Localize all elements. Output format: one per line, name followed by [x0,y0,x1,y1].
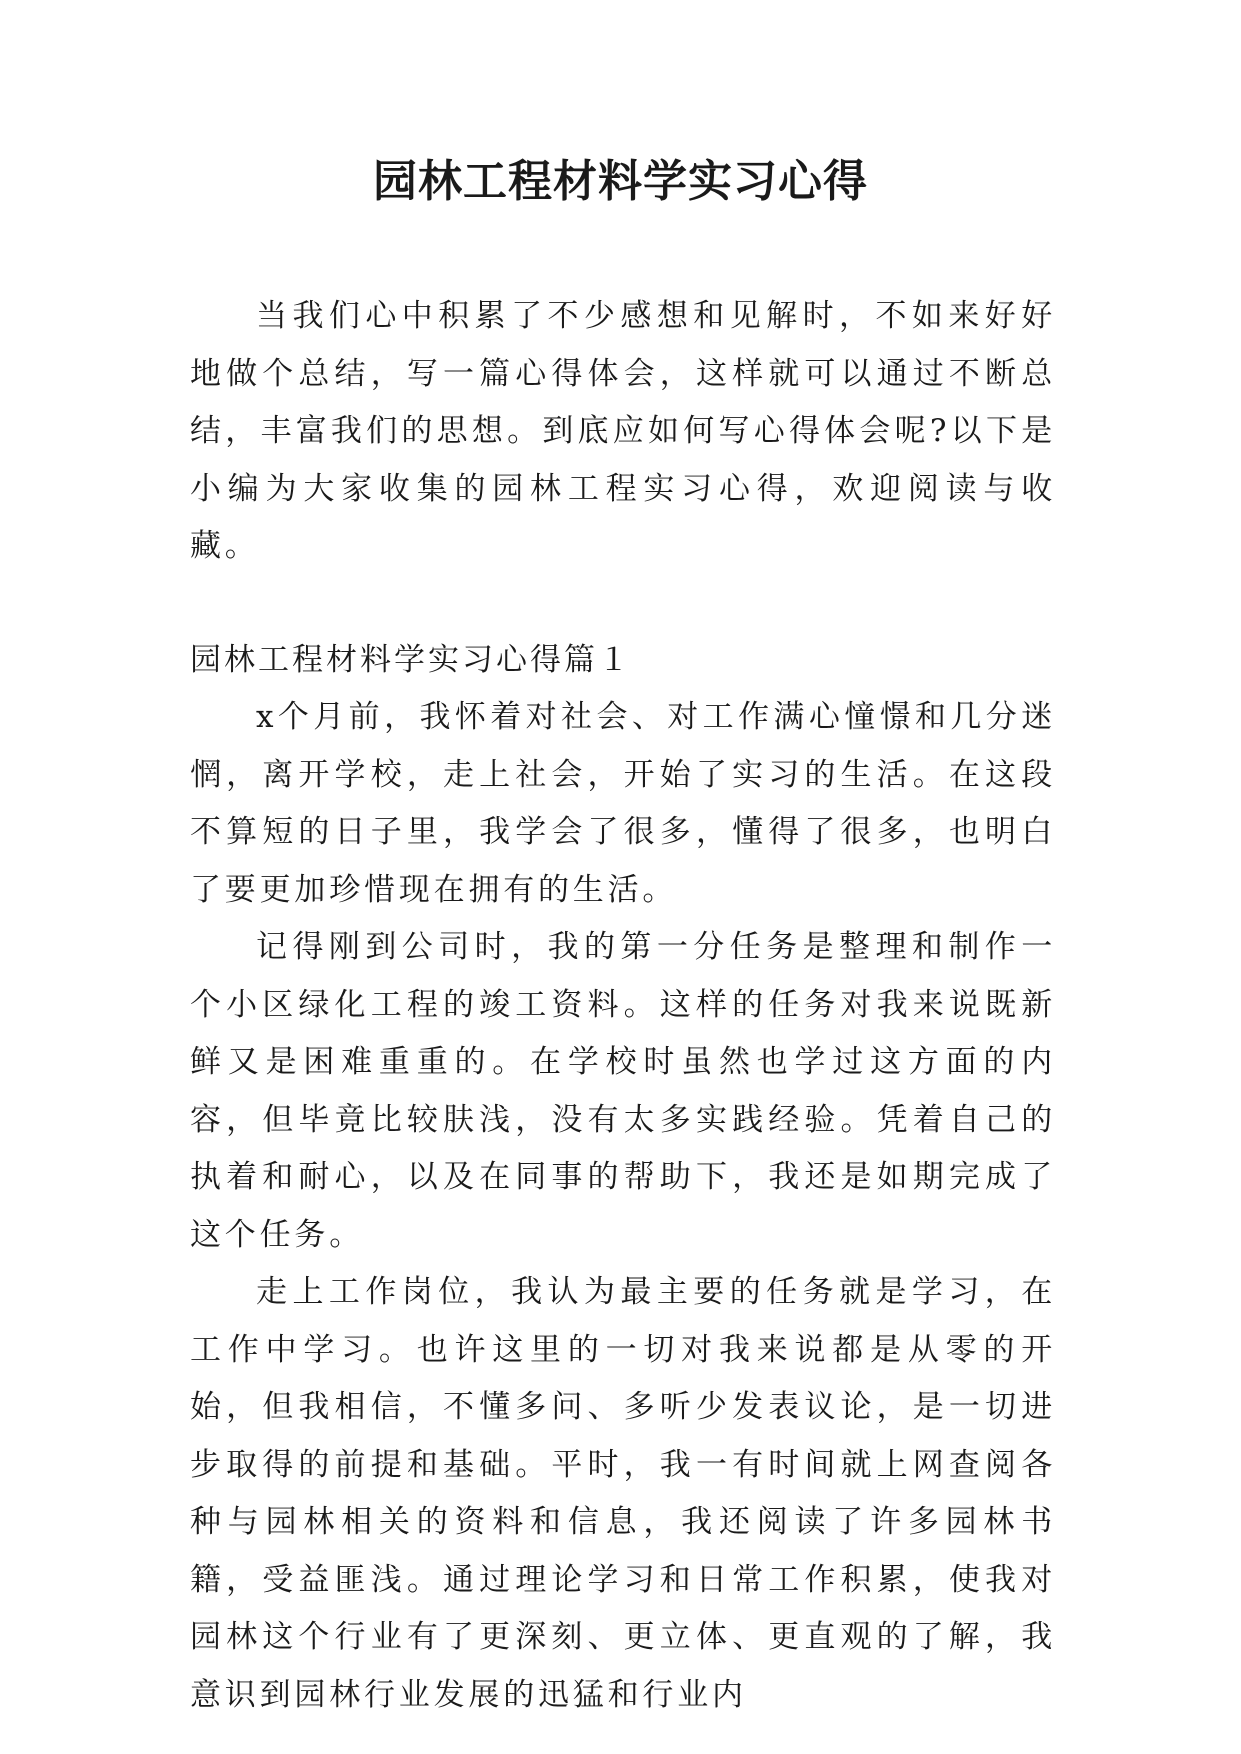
intro-paragraph: 当我们心中积累了不少感想和见解时，不如来好好地做个总结，写一篇心得体会，这样就可以通过不断总结，丰富我们的思想。到底应如何写心得体会呢?以下是小编为大家收集的园林工程实习心得，欢迎阅读与收藏。 [190,298,1056,564]
document-body [190,288,1056,1724]
section-spacer [190,576,1056,632]
body-paragraph-2: 记得刚到公司时，我的第一分任务是整理和制作一个小区绿化工程的竣工资料。这样的任务对我来说既新鲜又是困难重重的。在学校时虽然也学过这方面的内容，但毕竟比较肤浅，没有太多实践经验。凭着自己的执着和耐心，以及在同事的帮助下，我还是如期完成了这个任务。 [190,929,1056,1253]
section-heading: 园林工程材料学实习心得篇１ [190,641,632,678]
document-title: 园林工程材料学实习心得 [373,156,868,207]
body-paragraph-3: 走上工作岗位，我认为最主要的任务就是学习，在工作中学习。也许这里的一切对我来说都是从零的开始，但我相信，不懂多问、多听少发表议论，是一切进步取得的前提和基础。平时，我一有时间就上网查阅各种与园林相关的资料和信息，我还阅读了许多园林书籍，受益匪浅。通过理论学习和日常工作积累，使我对园林这个行业有了更深刻、更立体、更直观的了解，我意识到园林行业发展的迅猛和行业内 [190,1274,1056,1713]
body-paragraph-1: x个月前，我怀着对社会、对工作满心憧憬和几分迷惘，离开学校，走上社会，开始了实习的生活。在这段不算短的日子里，我学会了很多，懂得了很多，也明白了要更加珍惜现在拥有的生活。 [190,699,1056,908]
